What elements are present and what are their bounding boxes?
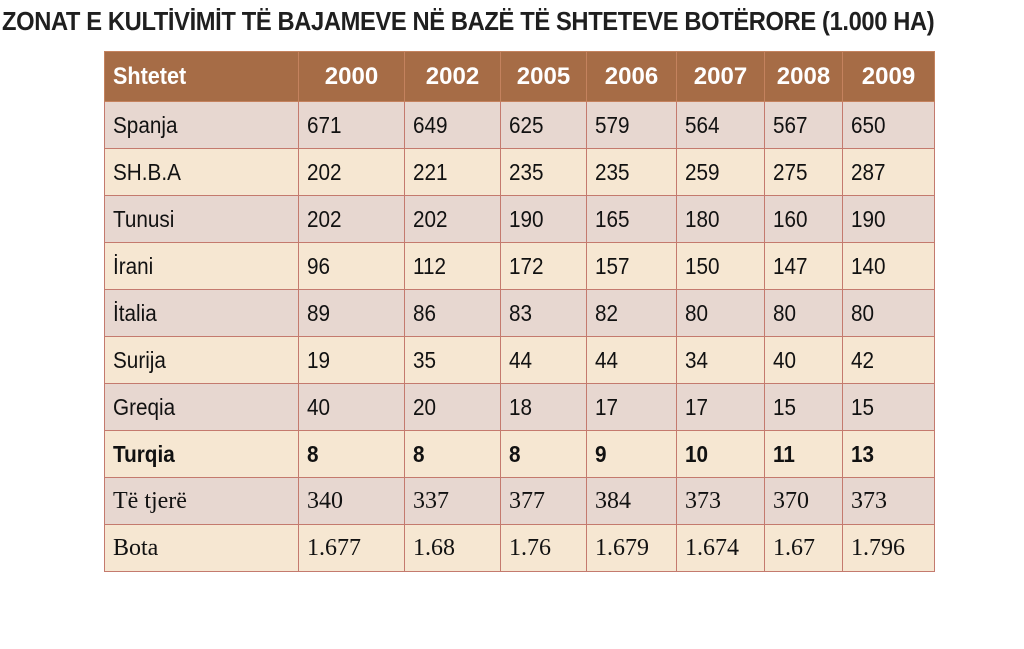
country-cell: İrani bbox=[105, 243, 299, 290]
value-cell: 83 bbox=[501, 290, 587, 337]
value-cell: 235 bbox=[587, 149, 677, 196]
value-cell: 9 bbox=[587, 431, 677, 478]
value-cell: 40 bbox=[765, 337, 843, 384]
country-cell: Turqia bbox=[105, 431, 299, 478]
value-cell: 579 bbox=[587, 102, 677, 149]
value-cell: 80 bbox=[677, 290, 765, 337]
value-cell: 8 bbox=[501, 431, 587, 478]
value-cell: 235 bbox=[501, 149, 587, 196]
value-cell: 1.68 bbox=[405, 525, 501, 572]
header-cell-year: 2005 bbox=[501, 52, 587, 102]
value-cell: 190 bbox=[843, 196, 935, 243]
value-cell: 15 bbox=[843, 384, 935, 431]
value-cell: 1.679 bbox=[587, 525, 677, 572]
value-cell: 112 bbox=[405, 243, 501, 290]
value-cell: 1.76 bbox=[501, 525, 587, 572]
value-cell: 18 bbox=[501, 384, 587, 431]
country-cell: Bota bbox=[105, 525, 299, 572]
table-row bbox=[105, 149, 935, 196]
value-cell: 373 bbox=[677, 478, 765, 525]
value-cell: 649 bbox=[405, 102, 501, 149]
header-cell-year: 2006 bbox=[587, 52, 677, 102]
value-cell: 259 bbox=[677, 149, 765, 196]
value-cell: 13 bbox=[843, 431, 935, 478]
value-cell: 157 bbox=[587, 243, 677, 290]
value-cell: 10 bbox=[677, 431, 765, 478]
value-cell: 89 bbox=[299, 290, 405, 337]
country-cell: SH.B.A bbox=[105, 149, 299, 196]
value-cell: 1.67 bbox=[765, 525, 843, 572]
table-row bbox=[105, 431, 935, 478]
table-title: ZONAT E KULTİVİMİT TË BAJAMEVE NË BAZË TË SHTETEVE BOTËRORE (1.000 HA) bbox=[2, 8, 935, 36]
value-cell: 15 bbox=[765, 384, 843, 431]
value-cell: 42 bbox=[843, 337, 935, 384]
country-cell: Tunusi bbox=[105, 196, 299, 243]
country-cell: Spanja bbox=[105, 102, 299, 149]
value-cell: 80 bbox=[843, 290, 935, 337]
table-row bbox=[105, 478, 935, 525]
almond-area-table bbox=[104, 51, 935, 572]
value-cell: 671 bbox=[299, 102, 405, 149]
table-row bbox=[105, 384, 935, 431]
header-cell-year: 2007 bbox=[677, 52, 765, 102]
value-cell: 8 bbox=[299, 431, 405, 478]
value-cell: 150 bbox=[677, 243, 765, 290]
value-cell: 377 bbox=[501, 478, 587, 525]
value-cell: 180 bbox=[677, 196, 765, 243]
value-cell: 202 bbox=[405, 196, 501, 243]
value-cell: 44 bbox=[501, 337, 587, 384]
value-cell: 202 bbox=[299, 149, 405, 196]
value-cell: 275 bbox=[765, 149, 843, 196]
header-cell-countries: Shtetet bbox=[105, 52, 299, 102]
value-cell: 140 bbox=[843, 243, 935, 290]
value-cell: 1.796 bbox=[843, 525, 935, 572]
table-row bbox=[105, 290, 935, 337]
value-cell: 340 bbox=[299, 478, 405, 525]
value-cell: 564 bbox=[677, 102, 765, 149]
value-cell: 82 bbox=[587, 290, 677, 337]
value-cell: 80 bbox=[765, 290, 843, 337]
country-cell: Greqia bbox=[105, 384, 299, 431]
value-cell: 625 bbox=[501, 102, 587, 149]
value-cell: 1.674 bbox=[677, 525, 765, 572]
header-cell-year: 2000 bbox=[299, 52, 405, 102]
value-cell: 370 bbox=[765, 478, 843, 525]
value-cell: 17 bbox=[677, 384, 765, 431]
value-cell: 190 bbox=[501, 196, 587, 243]
value-cell: 96 bbox=[299, 243, 405, 290]
value-cell: 44 bbox=[587, 337, 677, 384]
value-cell: 147 bbox=[765, 243, 843, 290]
value-cell: 8 bbox=[405, 431, 501, 478]
value-cell: 86 bbox=[405, 290, 501, 337]
value-cell: 287 bbox=[843, 149, 935, 196]
value-cell: 202 bbox=[299, 196, 405, 243]
value-cell: 165 bbox=[587, 196, 677, 243]
country-cell: Surija bbox=[105, 337, 299, 384]
value-cell: 17 bbox=[587, 384, 677, 431]
value-cell: 34 bbox=[677, 337, 765, 384]
table-row bbox=[105, 243, 935, 290]
country-cell: Të tjerë bbox=[105, 478, 299, 525]
header-cell-year: 2008 bbox=[765, 52, 843, 102]
country-cell: İtalia bbox=[105, 290, 299, 337]
value-cell: 11 bbox=[765, 431, 843, 478]
header-row bbox=[105, 52, 935, 102]
table-row bbox=[105, 196, 935, 243]
value-cell: 650 bbox=[843, 102, 935, 149]
value-cell: 337 bbox=[405, 478, 501, 525]
header-cell-year: 2009 bbox=[843, 52, 935, 102]
value-cell: 40 bbox=[299, 384, 405, 431]
table-row bbox=[105, 337, 935, 384]
value-cell: 567 bbox=[765, 102, 843, 149]
value-cell: 35 bbox=[405, 337, 501, 384]
value-cell: 160 bbox=[765, 196, 843, 243]
value-cell: 172 bbox=[501, 243, 587, 290]
value-cell: 20 bbox=[405, 384, 501, 431]
header-cell-year: 2002 bbox=[405, 52, 501, 102]
value-cell: 221 bbox=[405, 149, 501, 196]
value-cell: 19 bbox=[299, 337, 405, 384]
value-cell: 1.677 bbox=[299, 525, 405, 572]
table-row bbox=[105, 102, 935, 149]
table-row bbox=[105, 525, 935, 572]
value-cell: 373 bbox=[843, 478, 935, 525]
value-cell: 384 bbox=[587, 478, 677, 525]
